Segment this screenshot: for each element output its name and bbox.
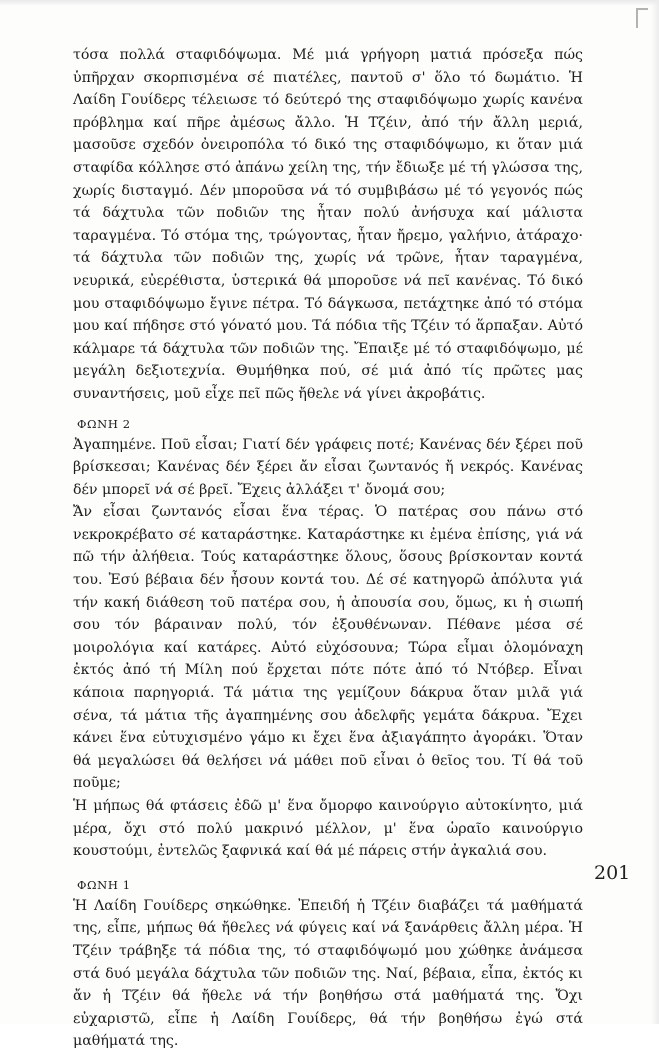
- paragraph: τόσα πολλά σταφιδόψωμα. Μέ μιά γρήγορη ματιά πρόσεξα πώς ὑπῆρχαν σκορπισμένα σέ πιατέλες, παντοῦ σ' ὅλο τό δωμάτιο. Ἡ Λαίδη Γουίδερς τέλειωσε τό δεύτερό της σταφιδόψωμο χωρίς κανένα πρόβλημα καί πῆρε ἀμέσως ἄλλο. Ἡ Τζέιν, ἀπό τήν ἄλλη μεριά, μασοῦσε σχεδόν ὀνειροπόλα τό δικό της σταφιδόψωμο, κι ὅταν μιά σταφίδα κόλλησε στό ἀπάνω χείλη της, τήν ἔδιωξε μέ τή γλώσσα της, χωρίς δισταγμό. Δέν μποροῦσα νά τό συμβιβάσω μέ τό γεγονός πώς τά δάχτυλα τῶν ποδιῶν της ἦταν πολύ ἀνήσυχα καί μάλιστα ταραγμένα. Τό στόμα της, τρώγοντας, ἦταν ἤρεμο, γαλήνιο, ἀτάραχο· τά δάχτυλα τῶν ποδιῶν της, χωρίς νά τρῶνε, ἦταν ταραγμένα, νευρικά, εὐερέθιστα, ὑστερικά θά μποροῦσε νά πεῖ κανένας. Τό δικό μου σταφιδόψωμο ἔγινε πέτρα. Τό δάγκωσα, πετάχτηκε ἀπό τό στόμα μου καί πήδησε στό γόνατό μου. Τά πόδια τῆς Τζέιν τό ἅρπαξαν. Αὐτό κάλμαρε τά δάχτυλα τῶν ποδιῶν της. Ἔπαιξε μέ τό σταφιδόψωμο, μέ μεγάλη δεξιοτεχνία. Θυμήθηκα πού, σέ μιά ἀπό τίς πρῶτες μας συναντήσεις, μοῦ εἶχε πεῖ πῶς ἤθελε νά γίνει ἀκροβάτις.: [73, 47, 583, 402]
- scan-shadow-right: [651, 0, 659, 1024]
- scan-shadow-top: [0, 0, 659, 6]
- speaker-heading: ΦΩΝΗ 1: [77, 877, 131, 892]
- page-text-block: [73, 44, 583, 1053]
- paragraph: Ἡ μήπως θά φτάσεις ἐδῶ μ' ἕνα ὄμορφο καινούργιο αὐτοκίνητο, μιά μέρα, ὄχι στό πολύ μακρινό μέλλον, μ' ἕνα ὡραῖο καινούργιο κουστούμι, ἐντελῶς ξαφνικά καί θά μέ πάρεις στήν ἀγκαλιά σου.: [73, 798, 583, 860]
- paragraph: Ἡ Λαίδη Γουίδερς σηκώθηκε. Ἐπειδή ἡ Τζέιν διαβάζει τά μαθήματά της, εἶπε, μήπως θά ἤθελες νά φύγεις καί νά ξανάρθεις ἄλλη μέρα. Ἡ Τζέιν τράβηξε τά πόδια της, τό σταφιδόψωμό μου χώθηκε ἀνάμεσα στά δυό μεγάλα δάχτυλα τῶν ποδιῶν της. Ναί, βέβαια, εἶπα, ἐκτός κι ἄν ἡ Τζέιν θά ἤθελε νά τήν βοηθήσω στά μαθήματά της. Ὄχι εὐχαριστῶ, εἶπε ἡ Λαίδη Γουίδερς, θά τήν βοηθήσω ἐγώ στά μαθήματά της.: [73, 897, 583, 1050]
- paragraph: Ἀγαπημένε. Ποῦ εἶσαι; Γιατί δέν γράφεις ποτέ; Κανένας δέν ξέρει ποῦ βρίσκεσαι; Κανένας δέν ξέρει ἄν εἶσαι ζωντανός ἤ νεκρός. Κανένας δέν μπορεῖ νά σέ βρεῖ. Ἔχεις ἀλλάξει τ' ὄνομά σου;: [73, 436, 583, 498]
- speaker-heading: ΦΩΝΗ 2: [77, 416, 131, 431]
- scan-corner-mark: [636, 8, 648, 28]
- paragraph: Ἄν εἶσαι ζωντανός εἶσαι ἕνα τέρας. Ὁ πατέρας σου πάνω στό νεκροκρέβατο σέ καταράστηκε. Καταράστηκε κι ἐμένα ἐπίσης, γιά νά πῶ τήν ἀλήθεια. Τούς καταράστηκε ὅλους, ὅσους βρίσκονταν κοντά του. Ἐσύ βέβαια δέν ἦσουν κοντά του. Δέ σέ κατηγορῶ ἀπόλυτα γιά τήν κακή διάθεση τοῦ πατέρα σου, ἡ ἀπουσία σου, ὅμως, κι ἡ σιωπή σου τόν βάραιναν πολύ, τόν ἐξουθένωναν. Πέθανε μέσα σέ μοιρολόγια καί κατάρες. Αὐτό εὐχόσουνα; Τώρα εἶμαι ὁλομόναχη ἐκτός ἀπό τή Μίλη πού ἔρχεται πότε πότε ἀπό τό Ντόβερ. Εἶναι κάποια παρηγοριά. Τά μάτια της γεμίζουν δάκρυα ὅταν μιλᾶ γιά σένα, τά μάτια τῆς ἀγαπημένης σου ἀδελφῆς γεμάτα δάκρυα. Ἔχει κάνει ἕνα εὐτυχισμένο γάμο κι ἔχει ἕνα ἀξιαγάπητο ἀγοράκι. Ὅταν θά μεγαλώσει θά θελήσει νά μάθει ποῦ εἶναι ὁ θεῖος του. Τί θά τοῦ ποῦμε;: [73, 504, 583, 792]
- page-number: 201: [594, 862, 631, 884]
